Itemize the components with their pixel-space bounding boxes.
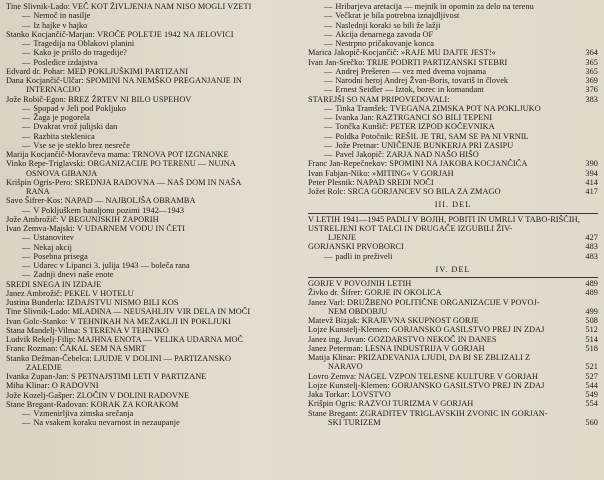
toc-entry-title: INTERNACIJO (26, 85, 81, 95)
toc-entry-title: Živko dr. Šifrer: GORJE IN OKOLICA (308, 288, 442, 298)
toc-entry-title: Nekaj akcij (33, 242, 72, 252)
toc-entry-title: Janez ing. Juvan: GOZDARSTVO NEKOČ IN DANES (308, 334, 497, 344)
toc-entry-title: Stanko Kocjančič-Marjan: VROČE POLETJE 1942 NA JELOVICI (6, 29, 234, 39)
toc-subentry (6, 21, 298, 30)
toc-entry (6, 289, 298, 298)
page-number: 544 (579, 381, 598, 390)
toc-subentry (6, 233, 298, 242)
toc-entry-title: Jože Ambrožič: V BEGUNJSKIH ZAPORIH (6, 214, 159, 224)
toc-subentry (308, 252, 598, 261)
dash-marker: — (324, 85, 333, 95)
toc-entry (6, 30, 298, 39)
toc-entry-title: LJENJE (328, 233, 356, 242)
dash-marker: — (324, 150, 333, 159)
toc-subentry (6, 243, 298, 252)
dash-marker: — (22, 113, 31, 122)
toc-subentry (6, 261, 298, 270)
dash-marker: — (22, 251, 31, 261)
toc-entry (6, 196, 298, 205)
page-number: 390 (579, 159, 598, 168)
toc-entry-title: Ivan Jan-Srečko: TRIJE PODRTI PARTIZANSKI STEBRI (308, 57, 508, 67)
page-number: 560 (579, 418, 598, 427)
page-number: 518 (579, 344, 598, 353)
toc-entry-title: Andrej Prešeren — vez med dvema vojnama (335, 66, 487, 76)
toc-entry (308, 372, 598, 381)
toc-subentry (6, 48, 298, 57)
toc-entry-title: NARAVO (328, 362, 363, 372)
toc-entry (308, 288, 598, 297)
toc-entry-title: GORJANSKI PRVOBORCI (308, 242, 404, 252)
toc-entry-title: Ivan Golc-Stanko: V TEHNIKAH NA MEŽAKLJI IN POKLJUKI (6, 316, 231, 326)
toc-entry-title: Savo Šifrer-Kos: NAPAD — NAJBOLJŠA OBRAMBA (6, 196, 196, 206)
page-number: 489 (579, 279, 598, 288)
part-heading: IV. DEL (435, 264, 471, 274)
toc-right-column (308, 2, 598, 427)
dash-marker: — (324, 122, 333, 132)
toc-entry (308, 298, 598, 307)
toc-subentry (308, 39, 598, 48)
toc-entry-title: OSNOVA GIBANJA (26, 168, 98, 178)
toc-entry (6, 187, 298, 196)
toc-entry-title: Miha Klinar: O RADOVNI (6, 381, 99, 391)
toc-entry (6, 169, 298, 178)
toc-subentry (6, 113, 298, 122)
dash-marker: — (22, 140, 31, 150)
toc-subentry (308, 21, 598, 30)
toc-subentry (6, 141, 298, 150)
toc-entry-title: Jože Kozelj-Gašper: ZLOČIN V DOLINI RADOVNE (6, 390, 190, 400)
toc-entry (308, 362, 598, 371)
dash-marker: — (324, 11, 333, 21)
toc-entry-title: Ivanka Zupan-Jan: S PETNAJSTIMI LETI V PARTIZANE (6, 372, 207, 381)
dash-marker: — (22, 20, 31, 30)
toc-entry (6, 363, 298, 372)
toc-entry-title: Udarec v Lipanci 3. julija 1943 — boleča rana (33, 261, 190, 270)
page-number: 365 (579, 67, 598, 76)
dash-marker: — (22, 409, 31, 418)
toc-entry-title: Marica Jakopič-Kocjančič: »RAJE MU DAJTE JEST!« (308, 48, 496, 58)
toc-entry (6, 400, 298, 409)
toc-entry-title: Posebna prisega (33, 251, 88, 261)
page-number: 394 (579, 169, 598, 178)
toc-subentry (308, 85, 598, 94)
toc-entry (6, 298, 298, 307)
page-number: 369 (579, 76, 598, 85)
toc-entry (308, 399, 598, 408)
toc-subentry (6, 58, 298, 67)
toc-subentry (6, 11, 298, 20)
toc-subentry (308, 76, 598, 85)
toc-entry-title: Nemoč in nasilje (33, 11, 91, 21)
toc-entry (308, 187, 598, 196)
toc-entry-title: Janez Peterman: LESNA INDUSTRIJA V GORJAH (308, 343, 485, 353)
toc-subentry (308, 11, 598, 20)
toc-entry-title: Lovro Zemva: NAGEL VZPON TELESNE KULTURE V GORJAH (308, 371, 539, 381)
part-heading: III. DEL (434, 200, 472, 210)
toc-left-column (6, 2, 298, 428)
page-number: 483 (579, 242, 598, 251)
dash-marker: — (22, 131, 31, 141)
dash-marker: — (324, 140, 333, 150)
toc-subentry (308, 150, 598, 159)
page-number: 414 (579, 178, 598, 187)
dash-marker: — (22, 261, 31, 270)
toc-entry-title: GORJE V POVOJNIH LETIH (308, 279, 412, 288)
dash-marker: — (22, 242, 31, 252)
toc-subentry (308, 132, 598, 141)
dash-marker: — (324, 66, 333, 76)
toc-entry-title: Ivan Fabjan-Niko: »MITING« V GORJAH (308, 168, 454, 178)
toc-entry (6, 317, 298, 326)
toc-entry-title: Vse se je steklo brez nesreče (33, 140, 130, 150)
toc-entry (6, 178, 298, 187)
page-number: 489 (579, 288, 598, 297)
toc-entry-title: Edvard dr. Pohar: MED POKLJUŠKIMI PARTIZANI (6, 66, 189, 76)
dash-marker: — (22, 270, 31, 280)
toc-entry (308, 307, 598, 316)
toc-entry-title: Stane Bregant-Radovan: KORAK ZA KORAKOM (6, 399, 179, 409)
toc-entry (6, 95, 298, 104)
page-number: 508 (579, 316, 598, 325)
page-number: 512 (579, 325, 598, 334)
dash-marker: — (324, 20, 333, 30)
dash-marker: — (324, 2, 333, 11)
toc-entry-title: Večkrat je bila potrebna iznajdljivost (335, 11, 460, 21)
toc-entry-title: Franc Rozman: ČAKAL SEM NA SMRT (6, 344, 146, 354)
toc-entry (308, 353, 598, 362)
toc-entry-title: Žaga je pogorela (33, 113, 90, 122)
section-rule (308, 213, 598, 214)
page-number: 383 (579, 95, 598, 104)
toc-entry (6, 381, 298, 390)
dash-marker: — (324, 131, 333, 141)
dash-marker: — (324, 76, 333, 85)
toc-entry-title: Lojze Kunstelj-Klemen: GORJANSKO GASILSTVO PREJ IN ZDAJ (308, 380, 545, 390)
toc-entry-title: Jože Pretnar: UNIČENJE BUNKERJA PRI ZASIPU (335, 140, 514, 150)
toc-entry-title: Akcija denarnega zavoda OF (335, 29, 434, 39)
toc-entry-title: Vinko Repe-Triglavski: ORGANIZACIJE PO TERENU — NUJNA (6, 159, 236, 169)
toc-entry (6, 224, 298, 233)
page-number: 554 (579, 399, 598, 408)
toc-entry (6, 150, 298, 159)
toc-entry (6, 326, 298, 335)
toc-entry (308, 409, 598, 418)
page-number: 427 (579, 233, 598, 242)
toc-entry (308, 418, 598, 427)
toc-subentry (6, 418, 298, 427)
toc-entry-title: Marija Kocjančič-Moravčeva mama: TRNOVA POT IZGNANKE (6, 150, 229, 159)
toc-entry (308, 335, 598, 344)
page-number: 499 (579, 307, 598, 316)
toc-subentry (308, 30, 598, 39)
toc-entry (6, 76, 298, 85)
toc-entry-title: Tine Slivnik-Lado: VEČ KOT ŽIVLJENJA NAM NISO MOGLI VZETI (6, 2, 252, 11)
dash-marker: — (22, 103, 31, 113)
toc-subentry (308, 113, 598, 122)
page-number: 365 (579, 58, 598, 67)
toc-entry-title: Na vsakem koraku nevarnost in nezaupanje (33, 418, 180, 428)
toc-entry (308, 233, 598, 242)
toc-entry-title: Ernest Seidler — Iztok, borec in komandant (335, 85, 484, 95)
toc-entry (308, 279, 598, 288)
dash-marker: — (22, 39, 31, 48)
toc-entry-title: Hribarjeva aretacija — mejnik in opomin za delo na terenu (335, 2, 534, 11)
toc-entry (6, 307, 298, 316)
dash-marker: — (22, 418, 31, 428)
toc-entry-title: Franc Jan-Repečnekov: SPOMINI NA JAKOBA KOCJANČIČA (308, 159, 528, 169)
toc-entry (308, 242, 598, 251)
toc-entry (308, 178, 598, 187)
toc-subentry (6, 122, 298, 131)
toc-entry (308, 215, 598, 234)
dash-marker: — (22, 11, 31, 21)
toc-entry (308, 159, 598, 168)
page-number: 514 (579, 335, 598, 344)
toc-entry-title: Tragedija na Oblakovi planini (33, 39, 135, 48)
toc-entry-title: Dana Kocjančič-Ulčar: SPOMINI NA NEMŠKO PREGANJANJE IN (6, 76, 242, 85)
dash-marker: — (324, 113, 333, 122)
toc-entry-title: Jaka Torkar: LOVSTVO (308, 390, 391, 399)
section-rule (308, 277, 598, 278)
toc-entry-title: padli in preživeli (335, 251, 393, 261)
toc-entry (6, 85, 298, 94)
toc-entry-title: STAREJŠI SO NAM PRIPOVEDOVALI: (308, 94, 450, 104)
toc-entry (6, 215, 298, 224)
toc-entry-title: SREDI SNEGA IN IZDAJE (6, 279, 102, 289)
page-number: 483 (579, 252, 598, 261)
toc-entry-title: Pavel Jakopič: ZARJA NAD NAŠO HIŠO (335, 150, 479, 159)
page-number: 364 (579, 48, 598, 57)
toc-entry (308, 48, 598, 57)
toc-entry-title: Justina Bunderla: IZDAJSTVU NISMO BILI KOS (6, 298, 179, 307)
toc-entry-title: Ivan Zemva-Majski: V UDARNEM VODU IN ČETI (6, 224, 186, 233)
toc-entry-title: Vzmenirljiva zimska srečanja (33, 409, 134, 418)
dash-marker: — (22, 233, 31, 243)
toc-subentry (6, 132, 298, 141)
toc-entry-title: Posledice izdajstva (33, 57, 98, 67)
toc-entry-title: ZALEDJE (26, 362, 62, 372)
toc-entry-title: Jože Robič-Egon: BREZ ŽRTEV NI BILO USPEHOV (6, 94, 192, 104)
page-number: 521 (579, 362, 598, 371)
toc-entry-title: Ustanovitev (33, 233, 75, 243)
dash-marker: — (324, 29, 333, 39)
dash-marker: — (22, 205, 31, 215)
toc-entry-title: SKI TURIZEM (328, 417, 381, 427)
dash-marker: — (324, 39, 333, 48)
page-number: 549 (579, 390, 598, 399)
toc-subentry (308, 141, 598, 150)
toc-entry (6, 335, 298, 344)
toc-entry (6, 67, 298, 76)
toc-entry-title: Tončka Kunšič: PETER IZPOD KOČEVNIKA (335, 122, 495, 132)
toc-entry-title: Dvakrat vrož julijski dan (33, 122, 118, 132)
toc-entry-title: Tinka Tramšek: TVEGANA ZIMSKA POT NA POKLJUKO (335, 103, 541, 113)
toc-entry-title: Peter Plesnik: NAPAD SREDI NOČI (308, 177, 434, 187)
toc-subentry (308, 67, 598, 76)
toc-entry (308, 381, 598, 390)
toc-entry-title: Stanko Dežman-Čebelca: LJUDJE V DOLINI — PARTIZANSKO (6, 353, 232, 363)
toc-entry (6, 354, 298, 363)
toc-entry-title: Lojze Kunstelj-Klemen: GORJANSKO GASILSTVO PREJ IN ZDAJ (308, 325, 545, 335)
toc-entry-title: Zadnji dnevi naše enote (33, 270, 114, 280)
toc-entry-title: Kako je prišlo do tragedije? (33, 48, 127, 58)
toc-entry-title: Narodni heroj Andrej Žvan-Boris, tovariš in človek (335, 76, 509, 85)
toc-entry-title: Janez Ambrožič: PEKEL V HOTELU (6, 288, 134, 298)
toc-entry-title: RANA (26, 187, 50, 196)
dash-marker: — (22, 122, 31, 132)
toc-entry (6, 2, 298, 11)
toc-entry (6, 391, 298, 400)
page-number: 376 (579, 85, 598, 94)
dash-marker: — (324, 103, 333, 113)
page-number: 527 (579, 372, 598, 381)
toc-entry-title: V Pokljuškem bataljonu pozimi 1942—1943 (33, 205, 185, 215)
toc-entry-title: Razbita steklenica (33, 131, 95, 141)
toc-subentry (6, 206, 298, 215)
toc-entry (6, 372, 298, 381)
toc-entry-title: Matevž Bizjak: KRAJEVNA SKUPNOST GORJE (308, 316, 479, 325)
toc-entry (308, 316, 598, 325)
toc-subentry (308, 104, 598, 113)
toc-entry-title: V LETIH 1941—1945 PADLI V BOJIH, POBITI IN UMRLI V TABO-RIŠČIH, USTRELJENI KOT TALCI IN DRUGAČE IZGUBILI ŽIV- (308, 214, 580, 233)
toc-entry-title: NEM OBDOBJU (328, 306, 388, 316)
toc-entry (308, 390, 598, 399)
page-number: 417 (579, 187, 598, 196)
toc-entry-title: Krišpin Ogris-Pero: SREDNJA RADOVNA — NAŠ DOM IN NAŠA (6, 177, 242, 187)
toc-entry-title: Poldka Potočnik: REŠIL JE TRI, SAM SE PA NI VRNIL (335, 131, 529, 141)
toc-entry (308, 95, 598, 104)
toc-entry-title: Naslednji koraki so bili že lažji (335, 20, 441, 30)
toc-subentry (6, 409, 298, 418)
toc-entry (308, 325, 598, 334)
toc-entry-title: Krišpin Ogris: RAZVOJ TURIZMA V GORJAH (308, 399, 474, 409)
dash-marker: — (324, 251, 333, 261)
toc-subentry (308, 122, 598, 131)
toc-entry-title: Ludvik Rekelj-Filip: MAJHNA ENOTA — VELIKA UDARNA MOČ (6, 335, 244, 344)
toc-entry (308, 169, 598, 178)
toc-entry-title: Janez Varl: DRUŽBENO POLITIČNE ORGANIZACIJE V POVOJ- (308, 297, 540, 307)
toc-entry-title: Ivanka Jan: RAZTRGANCI SO BILI TEPENI (335, 113, 493, 122)
toc-entry-title: Stana Mandelj-Vilma: S TERENA V TEHNIKO (6, 325, 169, 335)
toc-entry (308, 344, 598, 353)
toc-entry (308, 58, 598, 67)
toc-entry (6, 344, 298, 353)
toc-entry-title: Jožet Rolc: SRCA GORJANCEV SO BILA ZA ZMAGO (308, 187, 501, 196)
toc-entry-title: Stane Bregant: ZGRADITEV TRIGLAVSKIH ZVONIC IN GORJAN- (308, 408, 548, 418)
dash-marker: — (22, 57, 31, 67)
toc-entry-title: Tine Slivnik-Lado: MLADINA — NEUSAHLJIV VIR DELA IN MOČI (6, 307, 251, 317)
toc-entry-title: Spopad v Jeli pod Pokljuko (33, 103, 126, 113)
toc-entry-title: Matija Klinar: PRIZADEVANJA LJUDI, DA BI SE ZBLIZALI Z (308, 353, 531, 362)
toc-subentry (6, 252, 298, 261)
toc-subentry (6, 39, 298, 48)
dash-marker: — (22, 48, 31, 58)
toc-subentry (308, 2, 598, 11)
toc-entry-title: Nestrpno pričakovanje konca (335, 39, 434, 48)
toc-entry (6, 280, 298, 289)
toc-subentry (6, 104, 298, 113)
toc-subentry (6, 270, 298, 279)
toc-entry-title: Iz hajke v hajko (33, 20, 88, 30)
toc-entry (6, 159, 298, 168)
